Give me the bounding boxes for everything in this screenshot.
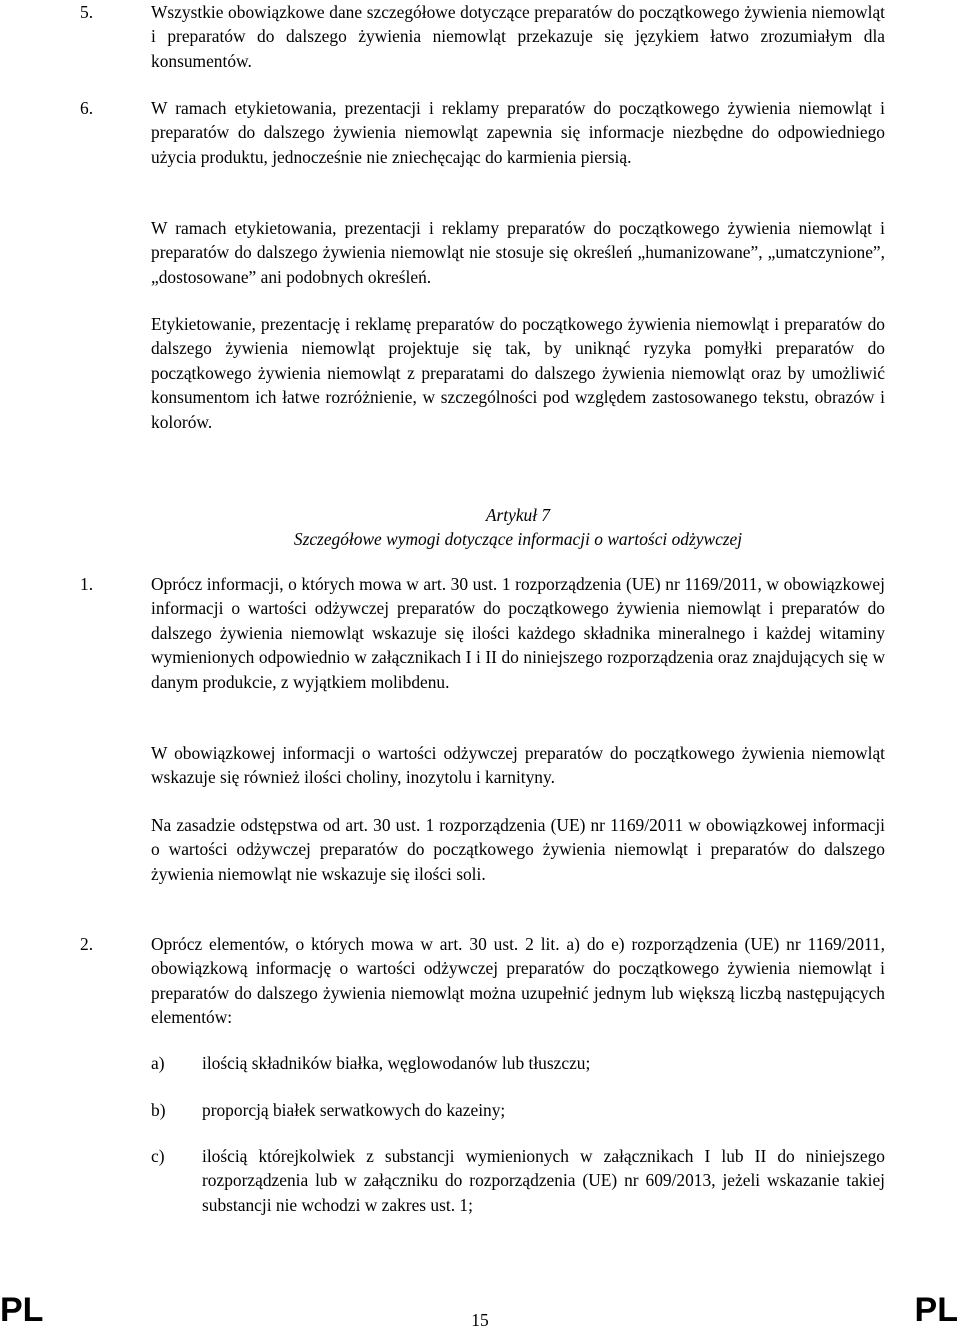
article-title: Artykuł 7 <box>485 505 551 525</box>
subitem-b-letter: b) <box>151 1100 166 1120</box>
article-point-1-paragraph-1: Oprócz informacji, o których mowa w art. 30 ust. 1 rozporządzenia (UE) nr 1169/2011, w obowiązkowej informacji o wartości odżywczej preparatów do początkowego żywienia niemowląt i preparatów do dalszego żywienia niemowląt wskazuje się ilości każdego składnika mineralnego i każdej witaminy wymienionych odpowiednio w załącznikach I i II do niniejszego rozporządzenia oraz znajdujących się w danym produkcie, z wyjątkiem molibdenu. <box>151 574 885 692</box>
footer-language-left: PL <box>0 1291 44 1329</box>
article-subtitle: Szczegółowe wymogi dotyczące informacji o wartości odżywczej <box>293 529 743 549</box>
article-point-2-intro: Oprócz elementów, o których mowa w art. 30 ust. 2 lit. a) do e) rozporządzenia (UE) nr 1169/2011, obowiązkową informację o wartości odżywczej preparatów do początkowego żywienia niemowląt i preparatów do dalszego żywienia niemowląt można uzupełnić jednym lub większą liczbą następujących elementów: <box>151 934 885 1028</box>
item-6-paragraph-3: Etykietowanie, prezentację i reklamę preparatów do początkowego żywienia niemowląt i preparatów do dalszego żywienia niemowląt projektuje się tak, by uniknąć ryzyka pomyłki preparatów do początkowego żywienia niemowląt z preparatami do dalszego żywienia niemowląt oraz by umożliwić konsumentom ich łatwe rozróżnienie, w szczególności pod względem zastosowanego tekstu, obrazów i kolorów. <box>151 314 885 432</box>
subitem-c-letter: c) <box>151 1146 165 1166</box>
item-5-number: 5. <box>80 2 94 22</box>
subitem-a-text: ilością składników białka, węglowodanów lub tłuszczu; <box>202 1053 591 1073</box>
item-6-number: 6. <box>80 98 94 118</box>
item-6-paragraph-1: W ramach etykietowania, prezentacji i reklamy preparatów do początkowego żywienia niemowląt i preparatów do dalszego żywienia niemowląt zapewnia się informacje niezbędne do odpowiedniego użycia produktu, jednocześnie nie zniechęcając do karmienia piersią. <box>151 98 885 167</box>
article-point-1-paragraph-3: Na zasadzie odstępstwa od art. 30 ust. 1 rozporządzenia (UE) nr 1169/2011 w obowiązkowej informacji o wartości odżywczej preparatów do początkowego żywienia niemowląt i preparatów do dalszego żywienia niemowląt nie wskazuje się ilości soli. <box>151 815 885 884</box>
subitem-b-text: proporcją białek serwatkowych do kazeiny; <box>202 1100 506 1120</box>
item-6-paragraph-2: W ramach etykietowania, prezentacji i reklamy preparatów do początkowego żywienia niemowląt i preparatów do dalszego żywienia niemowląt nie stosuje się określeń „humanizowane”, „umatczynione”, „dostosowane” ani podobnych określeń. <box>151 218 885 287</box>
article-point-1-number: 1. <box>80 574 94 594</box>
footer-page-number: 15 <box>471 1310 489 1330</box>
article-point-2-number: 2. <box>80 934 94 954</box>
item-5-text: Wszystkie obowiązkowe dane szczegółowe dotyczące preparatów do początkowego żywienia niemowląt i preparatów do dalszego żywienia niemowląt przekazuje się językiem łatwo zrozumiałym dla konsumentów. <box>151 2 885 71</box>
footer-language-right: PL <box>914 1291 958 1329</box>
subitem-c-text: ilością którejkolwiek z substancji wymienionych w załącznikach I lub II do niniejszego rozporządzenia lub w załączniku do rozporządzenia (UE) nr 609/2013, jeżeli wskazanie takiej substancji nie wchodzi w zakres ust. 1; <box>202 1146 885 1215</box>
article-point-1-paragraph-2: W obowiązkowej informacji o wartości odżywczej preparatów do początkowego żywienia niemowląt wskazuje się również ilości choliny, inozytolu i karnityny. <box>151 743 885 788</box>
subitem-a-letter: a) <box>151 1053 165 1073</box>
